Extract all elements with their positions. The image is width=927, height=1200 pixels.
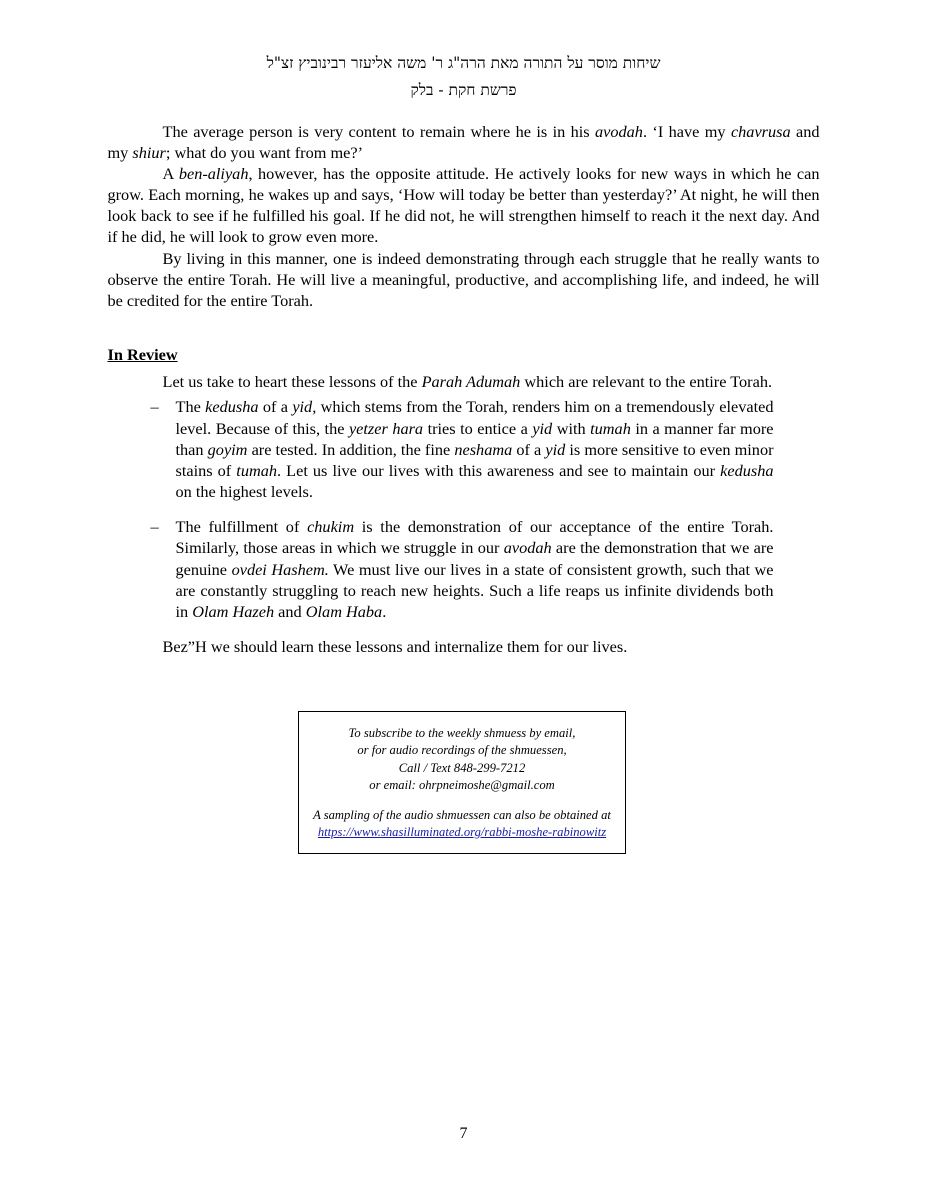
- item1-i4: yid: [532, 418, 553, 438]
- item1-t10: . Let us live our lives with this awareness and see to maintain our: [277, 460, 721, 480]
- par2-italic-ben-aliyah: ben-aliyah: [178, 163, 249, 183]
- audio-shmuessen-link[interactable]: https://www.shasilluminated.org/rabbi-moshe-rabinowitz: [317, 824, 607, 839]
- par2-text-a: A: [162, 163, 179, 183]
- lead-text-a: Let us take to heart these lessons of the: [162, 372, 422, 392]
- par1-text-b: . ‘I have my: [642, 121, 731, 141]
- document-body: [108, 103, 820, 658]
- item1-t1: The: [175, 397, 206, 417]
- item1-i3: yetzer hara: [348, 418, 424, 438]
- item2-i4: Olam Hazeh: [192, 601, 275, 621]
- paragraph-ben-aliyah: [108, 163, 820, 248]
- footer-line-1: To subscribe to the weekly shmuess by email,: [348, 726, 576, 740]
- item2-t5: and: [274, 601, 306, 621]
- item2-t1: The fulfillment of: [175, 517, 308, 537]
- item1-i8: yid: [545, 439, 566, 459]
- bullet-dash-icon: –: [150, 517, 159, 537]
- item2-t2: is the demonstration of our acceptance of the entire Torah. Similarly, those areas in which we struggle in our: [175, 517, 774, 558]
- item1-t11: on the highest levels.: [175, 482, 313, 502]
- item1-i2: yid,: [292, 397, 317, 417]
- par1-italic-shiur: shiur: [132, 142, 166, 162]
- hebrew-title-line-2: פרשת חקת - בלק: [410, 81, 517, 100]
- par1-text-d: ; what do you want from me?’: [165, 142, 364, 162]
- item1-i10: kedusha: [720, 460, 774, 480]
- lead-italic-parah-adumah: Parah Adumah: [421, 372, 521, 392]
- footer-line-5: A sampling of the audio shmuessen can also be obtained at: [313, 807, 611, 822]
- footer-spacer: [309, 795, 615, 807]
- item2-i2: avodah: [503, 538, 552, 558]
- item1-t4: tries to entice a: [423, 418, 533, 438]
- item2-t3: are the demonstration that we are genuine: [175, 538, 774, 579]
- item1-t7: are tested. In addition, the fine: [247, 439, 455, 459]
- bullet-dash-icon: –: [150, 397, 159, 417]
- par2-text-b: , however, has the opposite attitude. He actively looks for new ways in which he can grow. Each morning, he wakes up and says, ‘How will today be better than yesterday?’ At night, he will then look back to see if he fulfilled his goal. If he did not, he will strengthen himself to reach it the next day. And if he did, he will look to grow even more.: [107, 163, 820, 247]
- par1-text-a: The average person is very content to remain where he is in his: [162, 121, 596, 141]
- par1-text-c: and my: [107, 121, 820, 162]
- item2-t4: We must live our lives in a state of consistent growth, such that we are constantly struggling to reach new heights. Such a life reaps us infinite dividends both in: [175, 559, 774, 621]
- item1-i5: tumah: [590, 418, 631, 438]
- item1-t3: which stems from the Torah, renders him on a tremendously elevated level. Because of this, the: [175, 397, 774, 438]
- paragraph-by-living: By living in this manner, one is indeed demonstrating through each struggle that he really wants to observe the entire Torah. He will live a meaningful, productive, and accomplishing life, and indeed, he will be credited for the entire Torah.: [107, 248, 820, 310]
- item1-i1: kedusha: [205, 397, 259, 417]
- section-heading-in-review: In Review: [107, 345, 178, 365]
- footer-line-2: or for audio recordings of the shmuessen,: [357, 743, 567, 758]
- paragraph-review-lead: [108, 371, 820, 392]
- item1-t2: of a: [258, 397, 293, 417]
- item2-i1: chukim: [307, 517, 355, 537]
- hebrew-title-line-1: שיחות מוסר על התורה מאת הרה"ג ר' משה אליעזר רבינוביץ זצ"ל: [266, 54, 661, 72]
- subscription-info-box: [298, 711, 626, 854]
- item2-t6: .: [382, 601, 387, 621]
- item1-t8: of a: [512, 439, 546, 459]
- review-bullet-list: [108, 396, 820, 622]
- footer-link-wrap: [309, 824, 615, 841]
- item1-t9: is more sensitive to even minor stains of: [175, 439, 774, 480]
- lead-text-b: which are relevant to the entire Torah.: [520, 372, 773, 392]
- footer-line-3: Call / Text 848-299-7212: [398, 760, 526, 775]
- par1-italic-chavrusa: chavrusa: [730, 121, 791, 141]
- item2-i5: Olam Haba: [305, 601, 383, 621]
- list-item: [108, 516, 820, 622]
- par1-italic-avodah: avodah: [595, 121, 643, 141]
- footer-line-4: or email: ohrpneimoshe@gmail.com: [369, 778, 555, 793]
- paragraph-average-person: [108, 121, 820, 163]
- paragraph-closing: Bez”H we should learn these lessons and internalize them for our lives.: [162, 637, 628, 657]
- page-number: 7: [459, 1125, 468, 1142]
- item1-t6: in a manner far more than: [175, 418, 774, 459]
- list-item: [108, 396, 820, 502]
- item1-t5: with: [552, 418, 591, 438]
- document-header: [0, 0, 927, 103]
- item1-i7: neshama: [454, 439, 513, 459]
- item1-i6: goyim: [207, 439, 248, 459]
- item1-i9: tumah: [236, 460, 277, 480]
- item2-i3: ovdei Hashem.: [231, 559, 329, 579]
